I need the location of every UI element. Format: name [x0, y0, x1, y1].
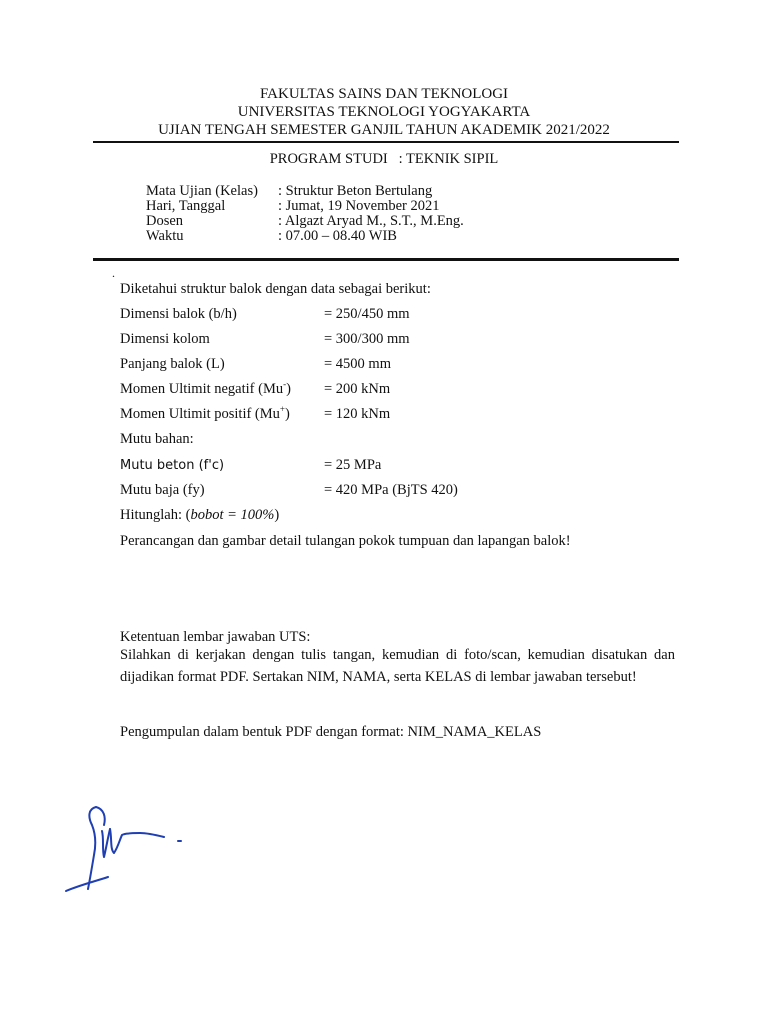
row-value-beam-length: = 4500 mm — [324, 356, 391, 372]
exam-title: UJIAN TENGAH SEMESTER GANJIL TAHUN AKADEMIK 2021/2022 — [158, 122, 610, 138]
row-label-concrete: Mutu beton (f'c) — [120, 458, 225, 473]
row-value-column-dim: = 300/300 mm — [324, 331, 410, 347]
exam-info-labels — [146, 184, 258, 244]
hitung-line: Hitunglah: (bobot = 100%) — [120, 507, 280, 523]
row-label-neg-moment: Momen Ultimit negatif (Mu-) — [120, 379, 291, 397]
info-divider — [93, 258, 679, 261]
row-label-column-dim: Dimensi kolom — [120, 331, 210, 347]
info-value-course: : Struktur Beton Bertulang — [278, 183, 433, 199]
row-value-steel: = 420 MPa (BjTS 420) — [324, 482, 458, 498]
info-label-date: Hari, Tanggal — [146, 198, 226, 214]
info-label-lecturer: Dosen — [146, 213, 184, 229]
row-label-steel: Mutu baja (fy) — [120, 482, 205, 498]
row-label-pos-moment: Momen Ultimit positif (Mu+) — [120, 404, 290, 422]
stray-mark: . — [112, 266, 115, 280]
info-value-time: : 07.00 – 08.40 WIB — [278, 228, 397, 244]
info-value-date: : Jumat, 19 November 2021 — [278, 198, 440, 214]
submission-format: Pengumpulan dalam bentuk PDF dengan format: NIM_NAMA_KELAS — [120, 724, 542, 740]
instructions-heading: Ketentuan lembar jawaban UTS: — [120, 629, 311, 645]
info-value-lecturer: : Algazt Aryad M., S.T., M.Eng. — [278, 213, 464, 229]
instructions-body: Silahkan di kerjakan dengan tulis tangan, kemudian di foto/scan, kemudian disatukan dan dijadikan format PDF. Sertakan NIM, NAMA, serta KELAS di lembar jawaban tersebut! — [120, 647, 675, 685]
task-text: Perancangan dan gambar detail tulangan pokok tumpuan dan lapangan balok! — [120, 533, 571, 549]
exam-info-values — [278, 184, 464, 244]
header-divider — [93, 141, 679, 143]
row-label-beam-dim: Dimensi balok (b/h) — [120, 306, 237, 322]
program-line — [0, 151, 768, 168]
signature-image — [60, 795, 200, 900]
row-label-beam-length: Panjang balok (L) — [120, 356, 225, 372]
row-value-pos-moment: = 120 kNm — [324, 406, 391, 422]
question-intro: Diketahui struktur balok dengan data sebagai berikut: — [120, 281, 431, 297]
info-label-course: Mata Ujian (Kelas) — [146, 183, 258, 199]
row-value-concrete: = 25 MPa — [324, 457, 382, 473]
faculty-name: FAKULTAS SAINS DAN TEKNOLOGI — [259, 86, 509, 102]
university-name: UNIVERSITAS TEKNOLOGI YOGYAKARTA — [237, 104, 531, 120]
row-value-neg-moment: = 200 kNm — [324, 381, 391, 397]
program-label: PROGRAM STUDI — [269, 151, 388, 167]
material-heading: Mutu bahan: — [120, 431, 194, 447]
row-value-beam-dim: = 250/450 mm — [324, 306, 410, 322]
program-value: : TEKNIK SIPIL — [398, 151, 499, 167]
info-label-time: Waktu — [146, 228, 184, 244]
